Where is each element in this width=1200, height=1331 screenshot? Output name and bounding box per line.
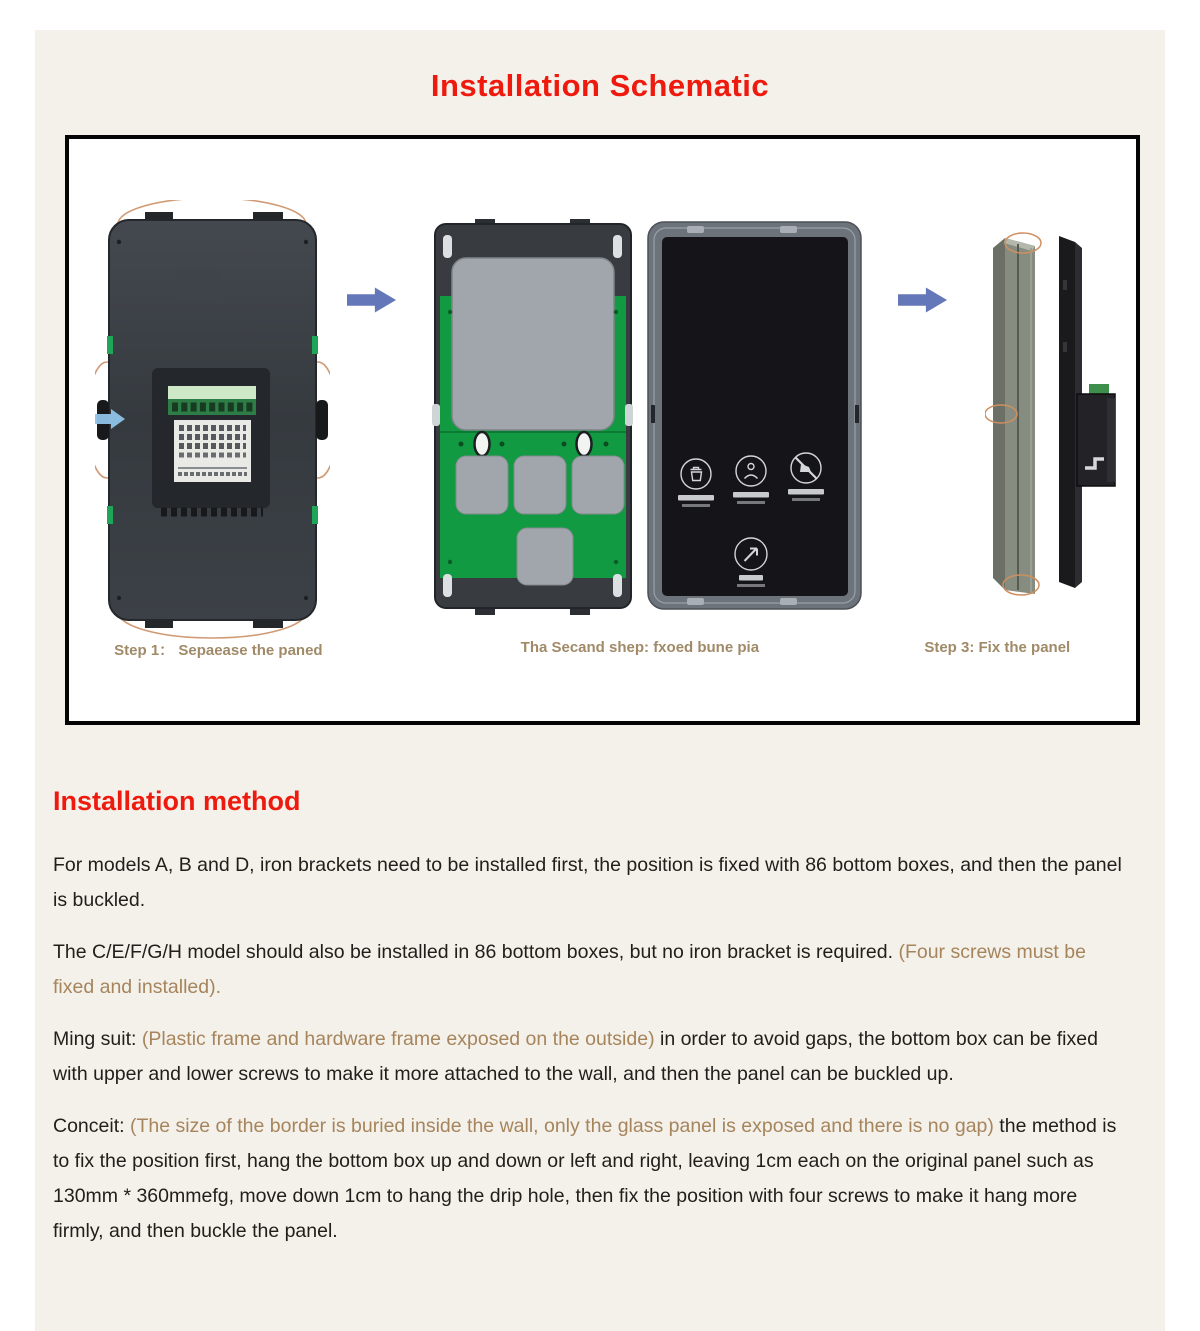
step3-caption: Step 3: Fix the panel [924, 639, 1071, 656]
paragraph-models-abd: For models A, B and D, iron brackets need to be installed first, the position is fixed with 86 bottom boxes, and then the panel is buckled. [53, 854, 1122, 911]
glass-surface [662, 237, 848, 596]
paragraph-ming-suit: Ming suit: (Plastic frame and hardware frame exposed on the outside) in order to avoid gaps, the bottom box can be fixed with upper and lower screws to make it more attached to the wall, and then the panel can be buckled up. [53, 1028, 1098, 1085]
tan-note: (Plastic frame and hardware frame exposed on the outside) [141, 1028, 655, 1050]
terminal-block [152, 368, 270, 512]
step1-caption: Step 1： Sepaease the paned [114, 642, 323, 659]
arrow-right-icon [347, 285, 397, 315]
paragraph-conceit: Conceit: (The size of the border is buried inside the wall, only the glass panel is exposed and there is no gap) the method is to fix the position first, hang the bottom box up and down or left and right, leaving 1cm each on the original panel such as 130mm * 360mmefg, move down 1cm to hang the drip hole, then fix the position with four screws to make it hang more firmly, and then buckle the panel. [53, 1115, 1117, 1242]
schematic-title: Installation Schematic [430, 68, 770, 103]
paragraph-models-cefgh: The C/E/F/G/H model should also be installed in 86 bottom boxes, but no iron bracket is required. (Four screws must be fixed and installed). [53, 941, 1086, 998]
side-view-illustration [985, 222, 1120, 602]
step2-caption: Tha Secand shep: fxoed bune pia [520, 639, 760, 656]
arrow-right-icon [898, 285, 948, 315]
tan-note: (Four screws must be fixed and installed). [53, 941, 1086, 998]
method-title: Installation method [53, 786, 301, 816]
display-window [452, 258, 614, 430]
front-panel-illustration [645, 218, 865, 616]
tan-note: (The size of the border is buried inside the wall, only the glass panel is exposed and there is no gap) [129, 1115, 994, 1137]
panel-back-illustration [95, 200, 330, 640]
content-card [35, 30, 1165, 1331]
schematic-box [65, 135, 1140, 725]
panel-side-profile [1059, 236, 1115, 588]
mounting-frame-illustration [430, 218, 635, 616]
method-text [53, 848, 1131, 1266]
